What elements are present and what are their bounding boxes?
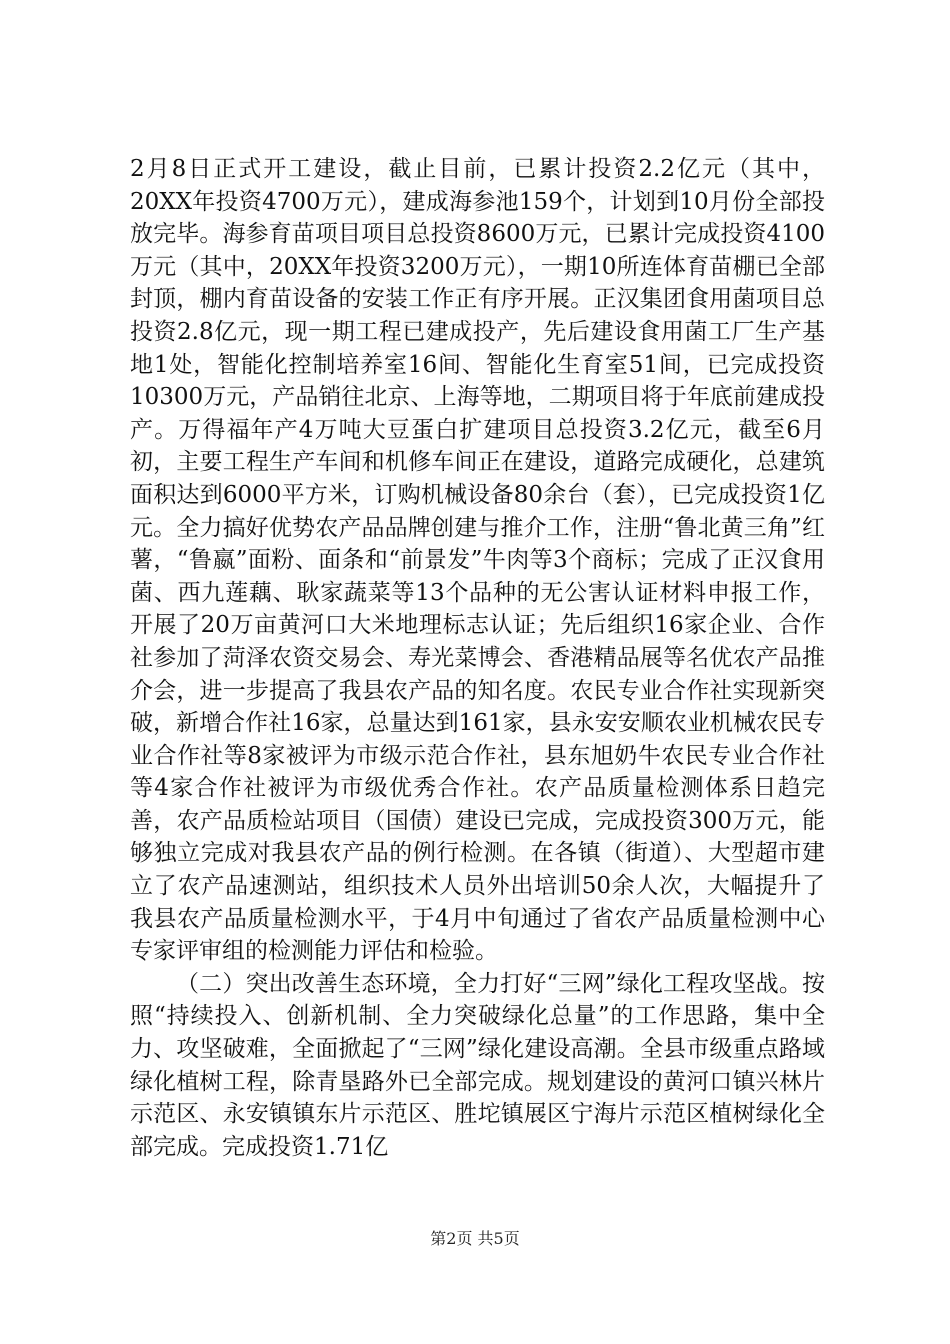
paragraph-ecological-greening: （二）突出改善生态环境，全力打好“三网”绿化工程攻坚战。按照“持续投入、创新机制、全力突破绿化总量”的工作思路，集中全力、攻坚破难，全面掀起了“三网”绿化建设高潮。全县市级重点路域绿化植树工程，除青垦路外已全部完成。规划建设的黄河口镇兴林片示范区、永安镇镇东片示范区、胜坨镇展区宁海片示范区植树绿化全部完成。完成投资1.71亿: [130, 970, 825, 1160]
paragraph-investment-and-agriculture: 2月8日正式开工建设，截止目前，已累计投资2.2亿元（其中，20XX年投资4700万元），建成海参池159个，计划到10月份全部投放完毕。海参育苗项目项目总投资8600万元，已累计完成投资4100万元（其中，20XX年投资3200万元），一期10所连体育苗棚已全部封顶，棚内育苗设备的安装工作正有序开展。正汉集团食用菌项目总投资2.8亿元，现一期工程已建成投产，先后建设食用菌工厂生产基地1处，智能化控制培养室16间、智能化生育室51间，已完成投资10300万元，产品销往北京、上海等地，二期项目将于年底前建成投产。万得福年产4万吨大豆蛋白扩建项目总投资3.2亿元，截至6月初，主要工程生产车间和机修车间正在建设，道路完成硬化，总建筑面积达到6000平方米，订购机械设备80余台（套），已完成投资1亿元。全力搞好优势农产品品牌创建与推介工作，注册“鲁北黄三角”红薯，“鲁嬴”面粉、面条和“前景发”牛肉等3个商标；完成了正汉食用菌、西九莲藕、耿家蔬菜等13个品种的无公害认证材料申报工作，开展了20万亩黄河口大米地理标志认证；先后组织16家企业、合作社参加了菏泽农资交易会、寿光菜博会、香港精品展等名优农产品推介会，进一步提高了我县农产品的知名度。农民专业合作社实现新突破，新增合作社16家，总量达到161家，县永安安顺农业机械农民专业合作社等8家被评为市级示范合作社，县东旭奶牛农民专业合作社等4家合作社被评为市级优秀合作社。农产品质量检测体系日趋完善，农产品质检站项目（国债）建设已完成，完成投资300万元，能够独立完成对我县农产品的例行检测。在各镇（街道）、大型超市建立了农产品速测站，组织技术人员外出培训50余人次，大幅提升了我县农产品质量检测水平，于4月中旬通过了省农产品质量检测中心专家评审组的检测能力评估和检验。: [130, 156, 825, 965]
page-number-footer: 第2页 共5页: [430, 1229, 520, 1248]
document-body: [130, 153, 825, 1163]
